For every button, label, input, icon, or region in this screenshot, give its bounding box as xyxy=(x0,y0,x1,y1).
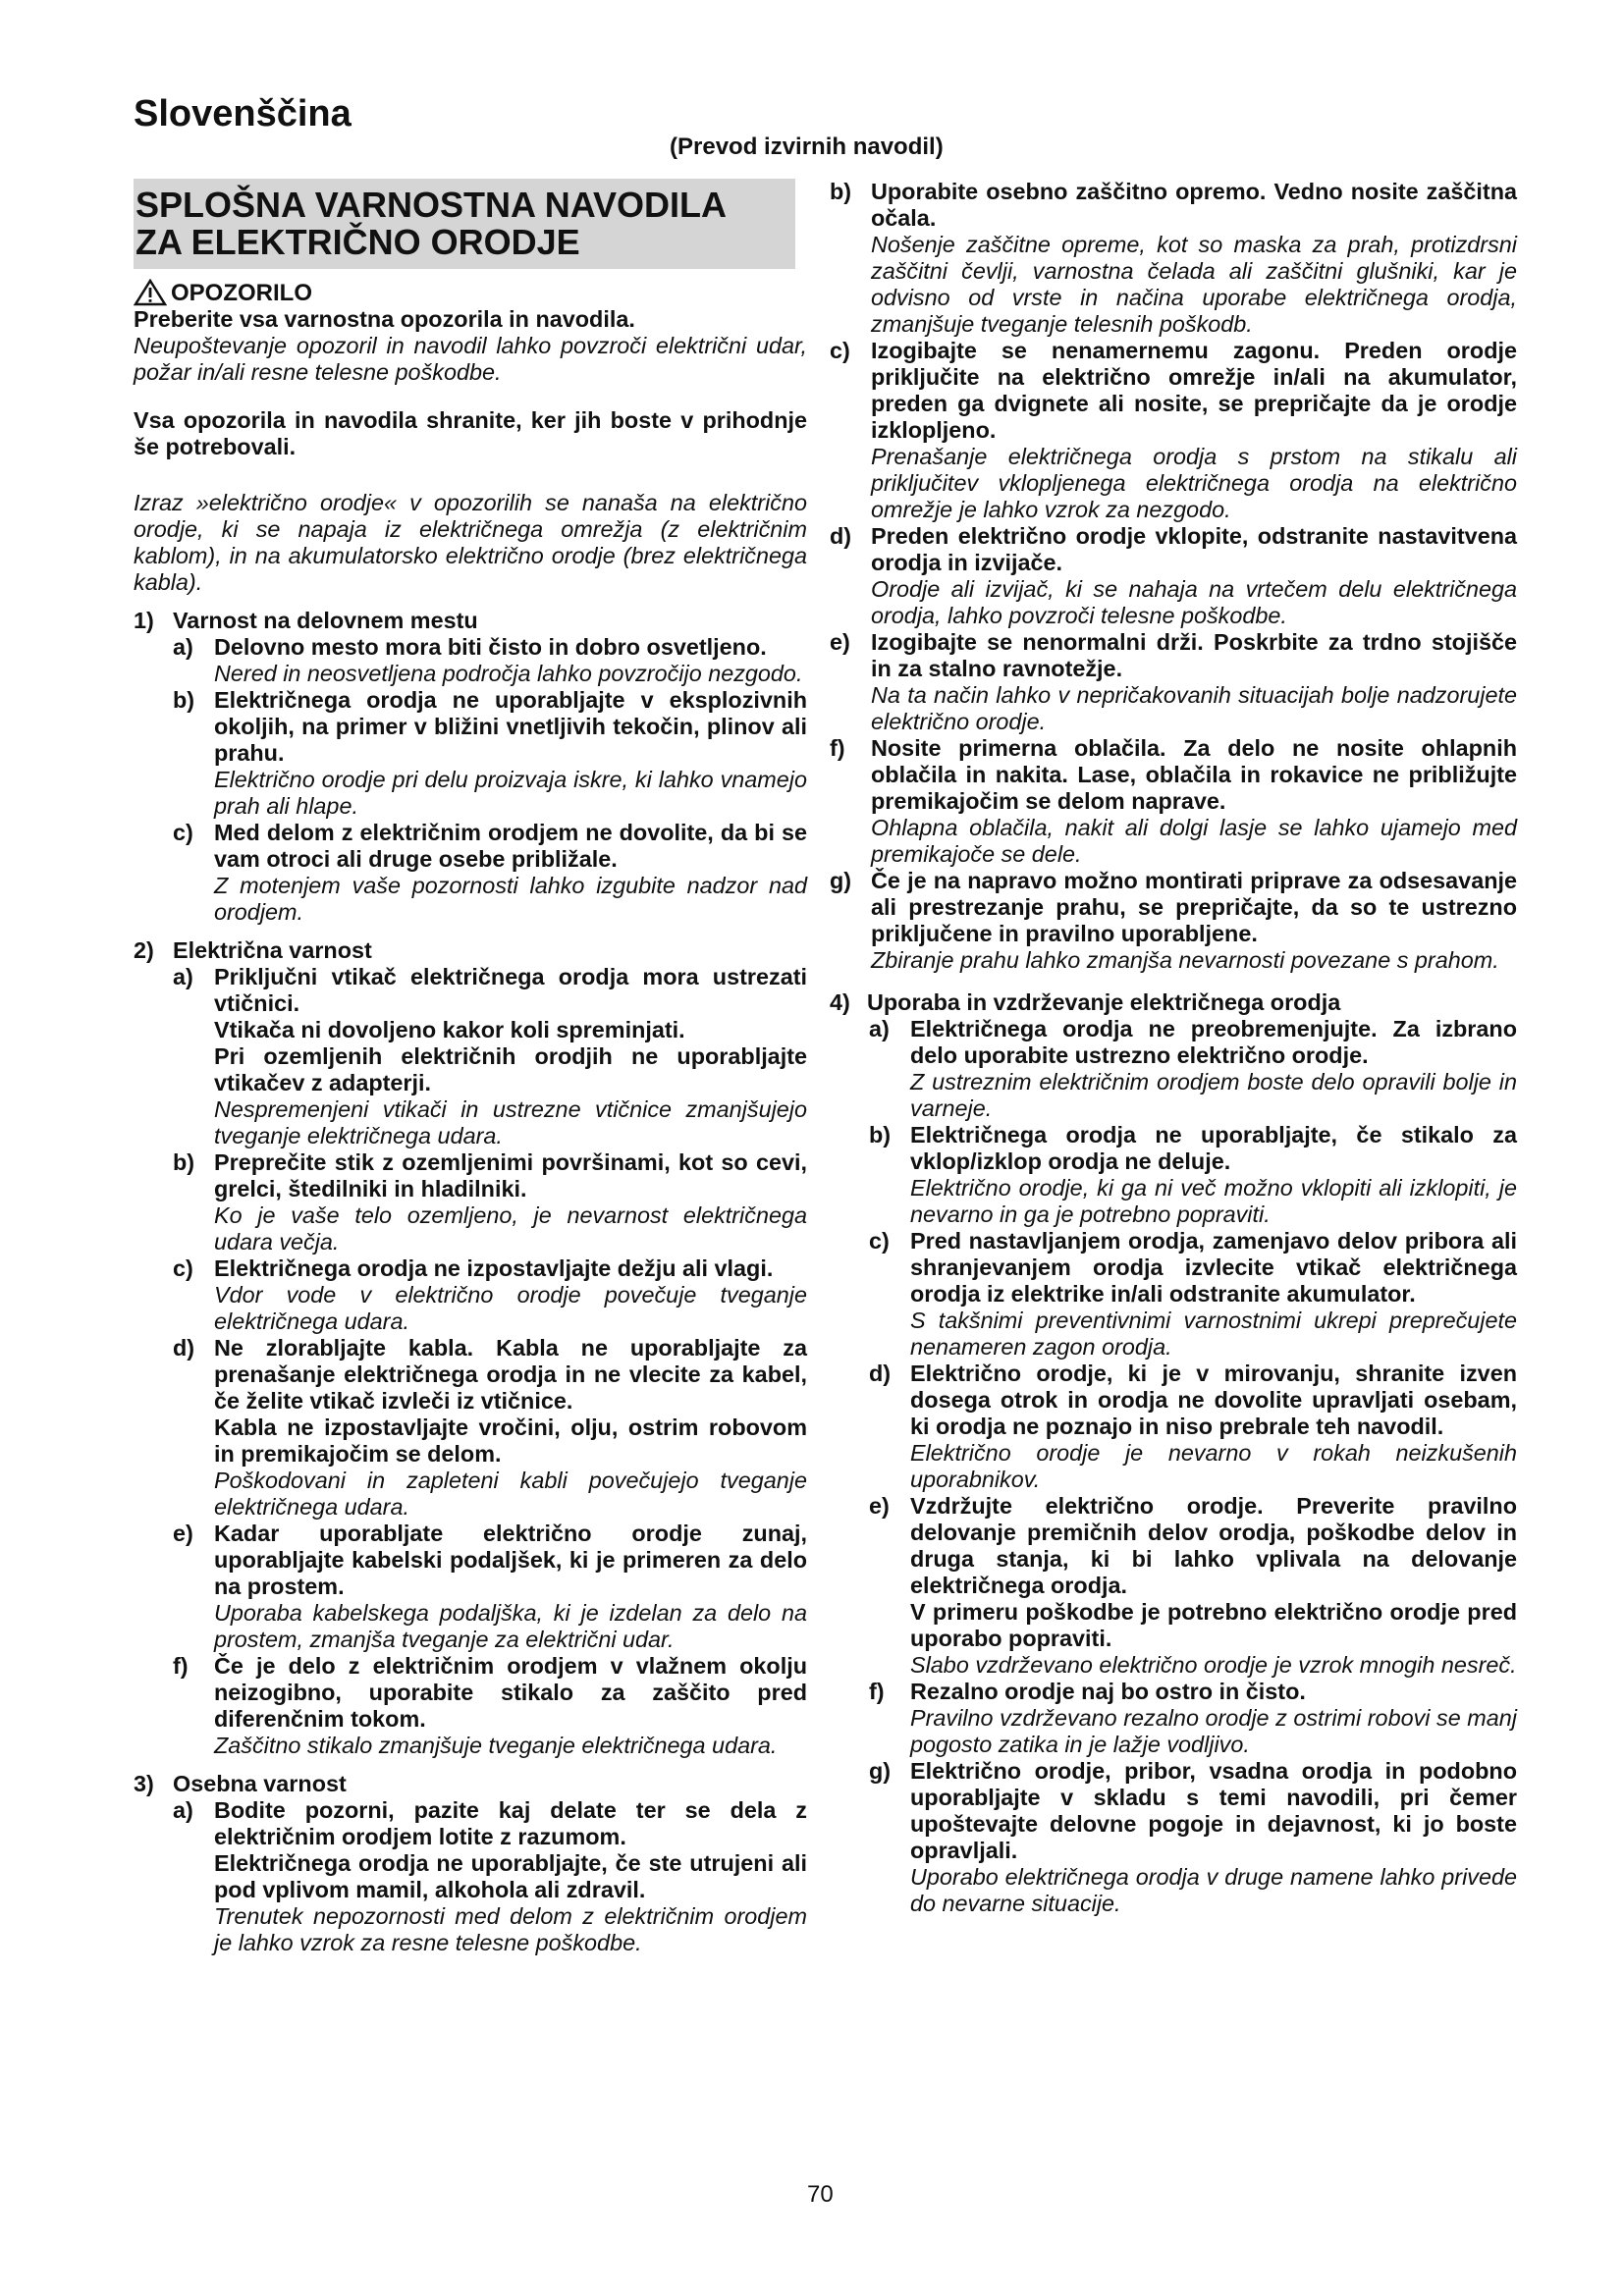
item-label: c) xyxy=(869,1228,890,1254)
item-label: d) xyxy=(173,1335,195,1361)
item-bold-text: V primeru poškodbe je potrebno električno orodje pred uporabo popraviti. xyxy=(910,1599,1517,1651)
keep-instructions-text: Vsa opozorila in navodila shranite, ker jih boste v prihodnje še potrebovali. xyxy=(134,407,807,459)
item-label: a) xyxy=(173,964,193,989)
item-bold-text: Uporabite osebno zaščitno opremo. Vedno nosite zaščitna očala. xyxy=(871,179,1517,231)
item-label: b) xyxy=(173,687,195,713)
item-bold-text: Bodite pozorni, pazite kaj delate ter se dela z električnim orodjem lotite z razumom. xyxy=(214,1797,807,1849)
list-item xyxy=(173,1521,807,1653)
section-1-heading xyxy=(134,608,807,634)
item-label: b) xyxy=(869,1122,892,1148)
list-item xyxy=(830,735,1517,868)
item-label: d) xyxy=(830,523,852,549)
item-label: g) xyxy=(869,1758,892,1784)
left-column xyxy=(134,179,807,1956)
item-bold-text: Izogibajte se nenamernemu zagonu. Preden orodje priključite na električno omrežje in/ali na akumulator, preden ga dvignete ali nosite, se prepričajte da je orodje izklopljeno. xyxy=(871,338,1517,443)
item-bold-text: Vzdržujte električno orodje. Preverite pravilno delovanje premičnih delov orodja, poškodbe delov in druga stanja, ki bi lahko vplivala na delovanje električnega orodja. xyxy=(910,1493,1517,1598)
list-item xyxy=(869,1758,1517,1917)
right-column xyxy=(830,179,1517,1917)
section-number: 1) xyxy=(134,608,154,633)
page-number: 70 xyxy=(807,2181,834,2208)
item-label: f) xyxy=(830,735,845,761)
section-title: Osebna varnost xyxy=(173,1771,347,1796)
item-italic-text: Zbiranje prahu lahko zmanjša nevarnosti povezane s prahom. xyxy=(871,947,1499,973)
item-bold-text: Pred nastavljanjem orodja, zamenjavo delov pribora ali shranjevanjem orodja izvlecite vtikač električnega orodja iz elektrike in/ali odstranite akumulator. xyxy=(910,1228,1517,1307)
list-item xyxy=(869,1361,1517,1493)
item-italic-text: Uporaba kabelskega podaljška, ki je izdelan za delo na prostem, zmanjša tveganje za električni udar. xyxy=(214,1600,807,1652)
item-bold-text: Če je delo z električnim orodjem v vlažnem okolju neizogibno, uporabite stikalo za zaščito pred diferenčnim tokom. xyxy=(214,1653,807,1732)
section-number: 4) xyxy=(830,989,850,1015)
section-title: Uporaba in vzdrževanje električnega orodja xyxy=(867,989,1341,1015)
item-italic-text: Vdor vode v električno orodje povečuje tveganje električnega udara. xyxy=(214,1282,807,1334)
section-title: Električna varnost xyxy=(173,937,372,963)
item-bold-text: Električno orodje, pribor, vsadna orodja in podobno uporabljajte v skladu s temi navodili, pri čemer upoštevajte delovne pogoje in dejavnost, ki jo boste opravljali. xyxy=(910,1758,1517,1863)
warning-triangle-icon xyxy=(134,279,167,306)
item-bold-text: Rezalno orodje naj bo ostro in čisto. xyxy=(910,1679,1306,1704)
warning-heading xyxy=(134,279,807,306)
item-label: e) xyxy=(869,1493,890,1519)
item-italic-text: Pravilno vzdrževano rezalno orodje z ostrimi robovi se manj pogosto zatika in je lažje vodljivo. xyxy=(910,1705,1517,1757)
list-item xyxy=(173,1335,807,1521)
item-italic-text: Poškodovani in zapleteni kabli povečujejo tveganje električnega udara. xyxy=(214,1468,807,1520)
list-item xyxy=(869,1016,1517,1122)
item-bold-text: Kabla ne izpostavljajte vročini, olju, ostrim robovom in premikajočim se delom. xyxy=(214,1415,807,1467)
item-bold-text: Nosite primerna oblačila. Za delo ne nosite ohlapnih oblačila in nakita. Lase, oblačila in rokavice ne približujte premikajočim se delom naprave. xyxy=(871,735,1517,814)
item-italic-text: Zaščitno stikalo zmanjšuje tveganje električnega udara. xyxy=(214,1733,778,1758)
item-label: f) xyxy=(869,1679,885,1704)
item-label: c) xyxy=(173,1255,193,1281)
item-bold-text: Kadar uporabljate električno orodje zunaj, uporabljajte kabelski podaljšek, ki je primeren za delo na prostem. xyxy=(214,1521,807,1599)
item-label: e) xyxy=(830,629,850,655)
list-item xyxy=(173,964,807,1149)
item-italic-text: Električno orodje, ki ga ni več možno vklopiti ali izklopiti, je nevarno in ga je potrebno popraviti. xyxy=(910,1175,1517,1227)
warning-italic-text: Neupoštevanje opozoril in navodil lahko povzroči električni udar, požar in/ali resne telesne poškodbe. xyxy=(134,333,807,385)
section-number: 3) xyxy=(134,1771,154,1796)
section-4-heading xyxy=(830,989,1517,1016)
list-item xyxy=(869,1228,1517,1361)
list-item xyxy=(830,179,1517,338)
list-item xyxy=(869,1679,1517,1758)
item-bold-text: Med delom z električnim orodjem ne dovolite, da bi se vam otroci ali druge osebe približale. xyxy=(214,820,807,872)
item-label: a) xyxy=(173,634,193,660)
item-bold-text: Električno orodje, ki je v mirovanju, shranite izven dosega otrok in orodja ne dovolite upravljati osebam, ki orodja ne poznajo in niso prebrale teh navodil. xyxy=(910,1361,1517,1439)
list-item xyxy=(173,687,807,820)
item-label: c) xyxy=(830,338,850,363)
item-italic-text: Orodje ali izvijač, ki se nahaja na vrtečem delu električnega orodja, lahko povzroči telesne poškodbe. xyxy=(871,576,1517,628)
item-bold-text: Če je na napravo možno montirati priprave za odsesavanje ali prestrezanje prahu, se prepričajte, da so te ustrezno priključene in pravilno uporabljene. xyxy=(871,868,1517,946)
item-italic-text: Uporabo električnega orodja v druge namene lahko privede do nevarne situacije. xyxy=(910,1864,1517,1916)
item-bold-text: Izogibajte se nenormalni drži. Poskrbite za trdno stojišče in za stalno ravnotežje. xyxy=(871,629,1517,681)
item-bold-text: Vtikača ni dovoljeno kakor koli spreminjati. xyxy=(214,1017,685,1042)
item-italic-text: Na ta način lahko v nepričakovanih situacijah bolje nadzorujete električno orodje. xyxy=(871,682,1517,734)
section-heading-line1: SPLOŠNA VARNOSTNA NAVODILA xyxy=(135,185,728,225)
item-bold-text: Pri ozemljenih električnih orodjih ne uporabljajte vtikačev z adapterji. xyxy=(214,1043,807,1095)
item-bold-text: Preprečite stik z ozemljenimi površinami, kot so cevi, grelci, štedilniki in hladilniki. xyxy=(214,1149,807,1201)
item-label: a) xyxy=(869,1016,890,1041)
item-italic-text: Slabo vzdrževano električno orodje je vzrok mnogih nesreč. xyxy=(910,1652,1517,1678)
item-label: b) xyxy=(173,1149,195,1175)
item-label: f) xyxy=(173,1653,189,1679)
list-item xyxy=(869,1493,1517,1679)
item-bold-text: Električnega orodja ne preobremenjujte. Za izbrano delo uporabite ustrezno električno orodje. xyxy=(910,1016,1517,1068)
term-definition-text: Izraz »električno orodje« v opozorilih se nanaša na električno orodje, ki se napaja iz električnega omrežja (z električnim kablom), in na akumulatorsko električno orodje (brez električnega kabla). xyxy=(134,490,807,595)
item-italic-text: Nošenje zaščitne opreme, kot so maska za prah, protizdrsni zaščitni čevlji, varnostna čelada ali zaščitni glušniki, kar je odvisno od vrste in načina uporabe električnega orodja, zmanjšuje tveganje telesnih poškodb. xyxy=(871,232,1517,337)
item-label: e) xyxy=(173,1521,193,1546)
item-italic-text: Ohlapna oblačila, nakit ali dolgi lasje se lahko ujamejo med premikajoče se dele. xyxy=(871,815,1517,867)
item-label: d) xyxy=(869,1361,892,1386)
section-heading xyxy=(134,179,795,269)
item-italic-text: Z motenjem vaše pozornosti lahko izgubite nadzor nad orodjem. xyxy=(214,873,807,925)
item-bold-text: Električnega orodja ne uporabljajte, če ste utrujeni ali pod vplivom mamil, alkohola ali zdravil. xyxy=(214,1850,807,1902)
item-italic-text: S takšnimi preventivnimi varnostnimi ukrepi preprečujete nenameren zagon orodja. xyxy=(910,1308,1517,1360)
item-italic-text: Trenutek nepozornosti med delom z električnim orodjem je lahko vzrok za resne telesne poškodbe. xyxy=(214,1903,807,1955)
list-item xyxy=(173,820,807,926)
list-item xyxy=(173,1797,807,1956)
list-item xyxy=(830,523,1517,629)
section-3-heading xyxy=(134,1771,807,1797)
section-heading-line2: ZA ELEKTRIČNO ORODJE xyxy=(135,222,580,262)
list-item xyxy=(173,1255,807,1335)
item-italic-text: Ko je vaše telo ozemljeno, je nevarnost električnega udara večja. xyxy=(214,1202,807,1255)
item-italic-text: Električno orodje pri delu proizvaja iskre, ki lahko vnamejo prah ali hlape. xyxy=(214,767,807,819)
language-title: Slovenščina xyxy=(134,93,352,134)
item-label: g) xyxy=(830,868,852,893)
item-italic-text: Nespremenjeni vtikači in ustrezne vtičnice zmanjšujejo tveganje električnega udara. xyxy=(214,1096,807,1148)
section-title: Varnost na delovnem mestu xyxy=(173,608,478,633)
item-label: c) xyxy=(173,820,193,845)
item-italic-text: Z ustreznim električnim orodjem boste delo opravili bolje in varneje. xyxy=(910,1069,1517,1121)
list-item xyxy=(173,1149,807,1255)
warning-label: OPOZORILO xyxy=(171,279,312,306)
item-label: a) xyxy=(173,1797,193,1823)
item-bold-text: Priključni vtikač električnega orodja mora ustrezati vtičnici. xyxy=(214,964,807,1016)
section-2-heading xyxy=(134,937,807,964)
item-bold-text: Delovno mesto mora biti čisto in dobro osvetljeno. xyxy=(214,634,767,660)
item-bold-text: Električnega orodja ne uporabljajte, če stikalo za vklop/izklop orodja ne deluje. xyxy=(910,1122,1517,1174)
section-number: 2) xyxy=(134,937,154,963)
list-item xyxy=(173,634,807,687)
item-bold-text: Električnega orodja ne uporabljajte v eksplozivnih okoljih, na primer v bližini vnetljivih tekočin, plinov ali prahu. xyxy=(214,687,807,766)
warning-bold-text: Preberite vsa varnostna opozorila in navodila. xyxy=(134,306,635,332)
item-italic-text: Prenašanje električnega orodja s prstom na stikalu ali priključitev vklopljenega električnega orodja na električno omrežje je lahko vzrok za nezgodo. xyxy=(871,444,1517,522)
item-italic-text: Nered in neosvetljena področja lahko povzročijo nezgodo. xyxy=(214,661,803,686)
translation-subtitle: (Prevod izvirnih navodil) xyxy=(670,133,944,160)
item-label: b) xyxy=(830,179,852,204)
item-bold-text: Ne zlorabljajte kabla. Kabla ne uporabljajte za prenašanje električnega orodja in ne vlecite za kabel, če želite vtikač izvleči iz vtičnice. xyxy=(214,1335,807,1414)
list-item xyxy=(830,868,1517,974)
list-item xyxy=(173,1653,807,1759)
list-item xyxy=(830,629,1517,735)
item-italic-text: Električno orodje je nevarno v rokah neizkušenih uporabnikov. xyxy=(910,1440,1517,1492)
item-bold-text: Električnega orodja ne izpostavljajte dežju ali vlagi. xyxy=(214,1255,774,1281)
item-bold-text: Preden električno orodje vklopite, odstranite nastavitvena orodja in izvijače. xyxy=(871,523,1517,575)
list-item xyxy=(830,338,1517,523)
list-item xyxy=(869,1122,1517,1228)
